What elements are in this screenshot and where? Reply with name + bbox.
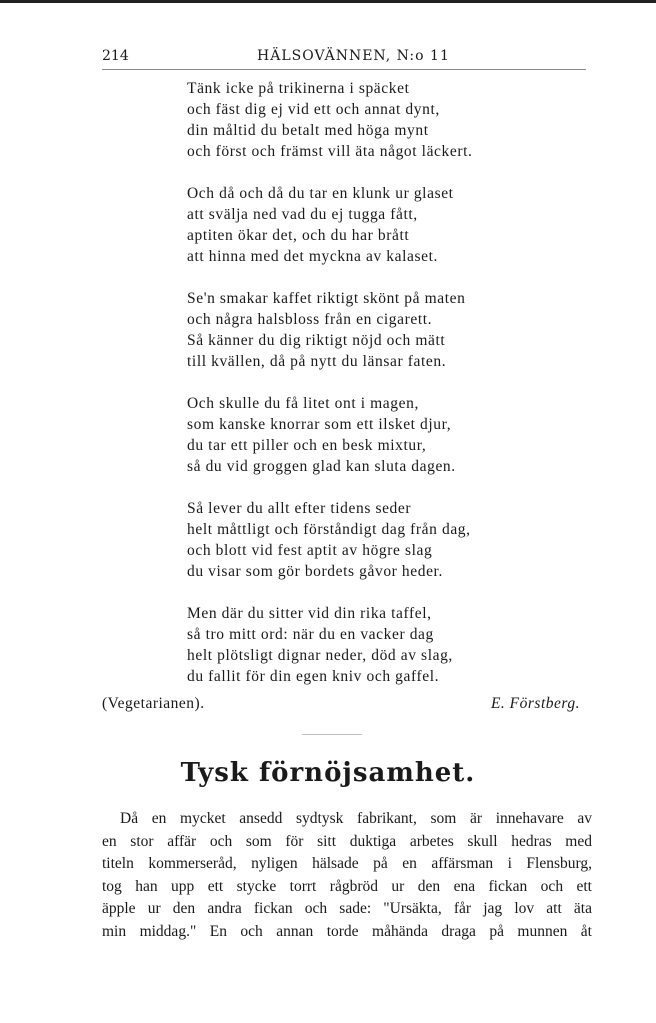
- poem: [187, 78, 527, 708]
- body-line: en stor affär och som för sitt duktiga arbetes skull hedras med: [102, 832, 592, 850]
- poem-line: Se'n smakar kaffet riktigt skönt på maten: [187, 290, 466, 307]
- article-body: [102, 808, 592, 943]
- poem-line: till kvällen, då på nytt du länsar faten.: [187, 353, 447, 370]
- source-credit: (Vegetarianen).: [102, 695, 205, 712]
- poem-line: och blott vid fest aptit av högre slag: [187, 542, 433, 559]
- poem-line: Tänk icke på trikinerna i späcket: [187, 80, 410, 97]
- body-line: äpple ur den andra fickan och sade: "Ursäkta, får jag lov att äta: [102, 900, 592, 917]
- poem-line: du tar ett piller och en besk mixtur,: [187, 437, 427, 454]
- poem-line: Och skulle du få litet ont i magen,: [187, 395, 419, 412]
- poem-line: och först och främst vill äta något läckert.: [187, 143, 473, 160]
- poem-line: och några halsbloss från en cigarett.: [187, 311, 433, 328]
- poem-line: du visar som gör bordets gåvor heder.: [187, 563, 443, 580]
- page-number: 214: [102, 48, 129, 64]
- article-title: Tysk förnöjsamhet.: [180, 758, 476, 788]
- poem-line: Så lever du allt efter tidens seder: [187, 500, 412, 517]
- body-line: titeln kommerseråd, nyligen hälsade på en affärsman i Flensburg,: [102, 855, 592, 872]
- stanza: [187, 498, 527, 582]
- poem-line: så du vid groggen glad kan sluta dagen.: [187, 458, 456, 475]
- poem-line: Men där du sitter vid din rika taffel,: [187, 605, 432, 622]
- section-divider: [302, 734, 362, 735]
- poem-line: du fallit för din egen kniv och gaffel.: [187, 668, 440, 685]
- poem-line: att svälja ned vad du ej tugga fått,: [187, 206, 418, 223]
- poem-line: helt plötsligt dignar neder, död av slag,: [187, 647, 453, 664]
- stanza: [187, 393, 527, 477]
- body-line: Då en mycket ansedd sydtysk fabrikant, som är innehavare av: [120, 810, 592, 827]
- poem-line: Så känner du dig riktigt nöjd och mätt: [187, 332, 446, 349]
- stanza: [187, 603, 527, 687]
- poem-attribution: [102, 695, 580, 717]
- body-line: tog han upp ett stycke torrt rågbröd ur den ena fickan och ett: [102, 877, 592, 895]
- poem-line: Och då och då du tar en klunk ur glaset: [187, 185, 454, 202]
- running-head: HÄLSOVÄNNEN, N:o 11: [257, 48, 450, 64]
- stanza: [187, 288, 527, 372]
- stanza: [187, 78, 527, 162]
- header-rule: [102, 69, 586, 70]
- stanza: [187, 183, 527, 267]
- top-border-rule: [0, 0, 656, 3]
- poem-line: helt måttligt och förståndigt dag från dag,: [187, 521, 471, 538]
- author-name: E. Förstberg.: [490, 695, 580, 712]
- poem-line: aptiten ökar det, och du har brått: [187, 227, 410, 244]
- poem-line: att hinna med det myckna av kalaset.: [187, 248, 439, 265]
- poem-line: så tro mitt ord: när du en vacker dag: [187, 626, 434, 643]
- body-line: min middag." En och annan torde måhända draga på munnen åt: [102, 922, 592, 940]
- poem-line: som kanske knorrar som ett ilsket djur,: [187, 416, 452, 433]
- poem-line: din måltid du betalt med höga mynt: [187, 122, 429, 139]
- page-header: [102, 44, 586, 70]
- poem-line: och fäst dig ej vid ett och annat dynt,: [187, 101, 440, 118]
